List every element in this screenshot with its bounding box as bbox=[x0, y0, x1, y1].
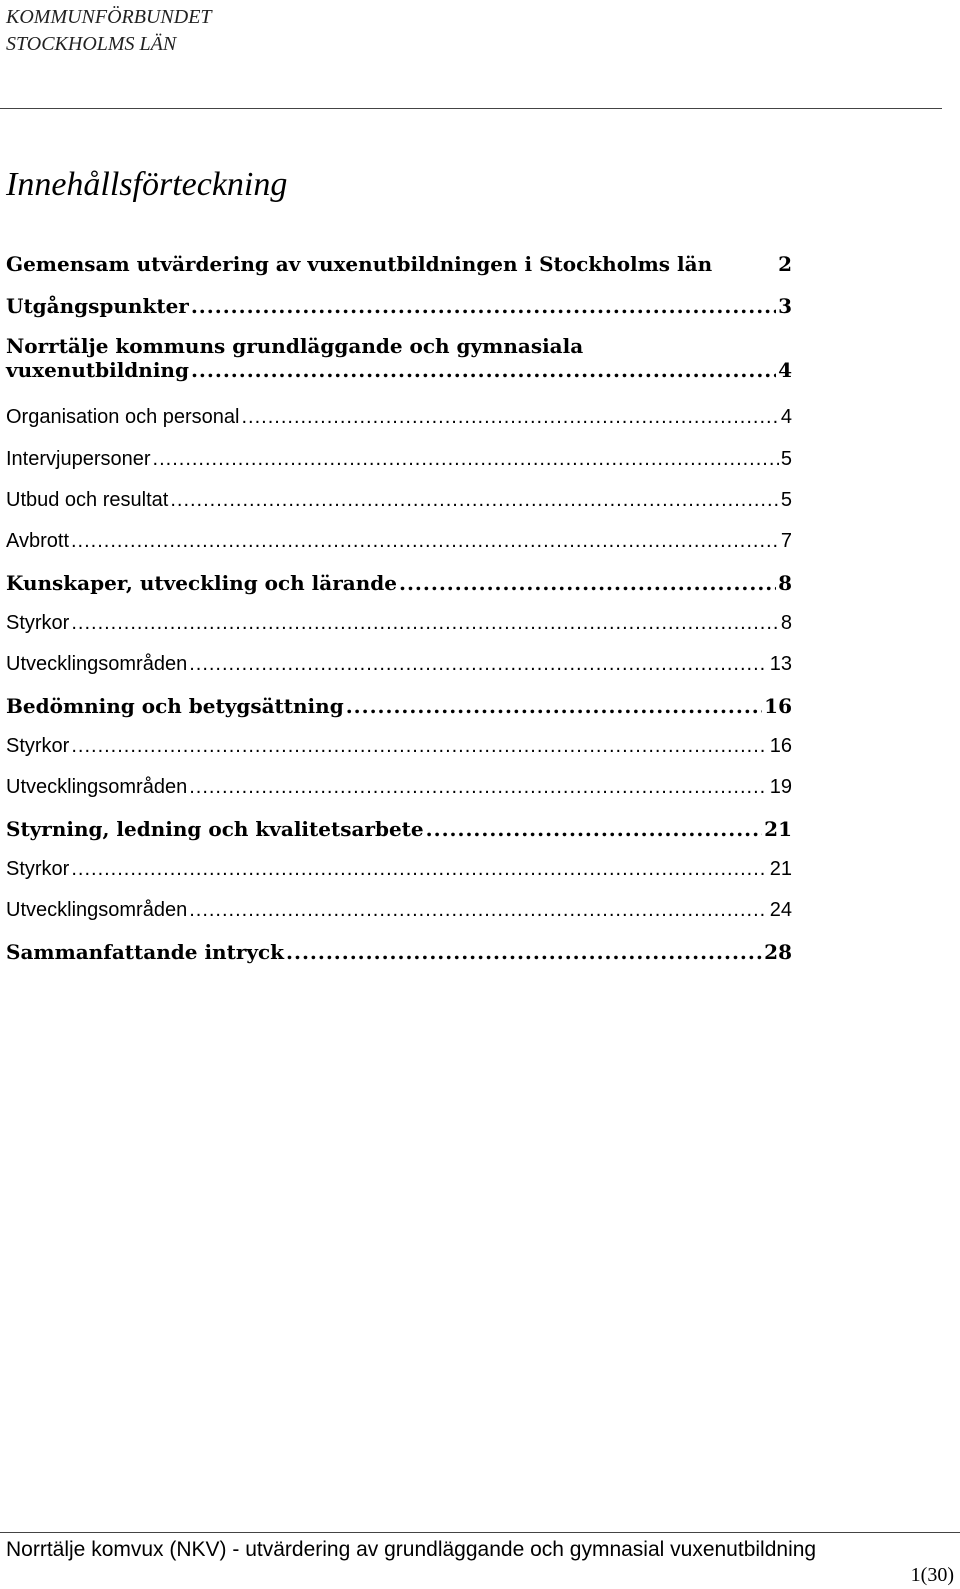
header-divider bbox=[0, 108, 942, 109]
toc-entry-page: 24 bbox=[769, 899, 792, 921]
toc-entry-page: 21 bbox=[764, 817, 792, 841]
toc-entry-title: Avbrott bbox=[6, 530, 69, 552]
toc-entry-page: 5 bbox=[780, 489, 792, 511]
toc-entry-title: Gemensam utvärdering av vuxenutbildningen i Stockholms län bbox=[6, 252, 713, 276]
toc-entry-title: Styrning, ledning och kvalitetsarbete bbox=[6, 817, 424, 841]
toc-entry[interactable] bbox=[6, 612, 792, 646]
toc-entry[interactable] bbox=[6, 735, 792, 769]
toc-entry-title: Bedömning och betygsättning bbox=[6, 694, 344, 718]
toc-entry-title: Utvecklingsområden bbox=[6, 776, 188, 798]
toc-entry-title: Intervjupersoner bbox=[6, 448, 151, 470]
footer-divider bbox=[0, 1532, 960, 1533]
toc-entry-title: Utvecklingsområden bbox=[6, 899, 188, 921]
toc-entry-title: Styrkor bbox=[6, 735, 70, 757]
toc-entry[interactable] bbox=[6, 334, 792, 398]
toc-entry[interactable] bbox=[6, 899, 792, 933]
toc-entry-leader bbox=[153, 448, 779, 471]
toc-entry-leader bbox=[189, 776, 768, 799]
toc-entry[interactable] bbox=[6, 406, 792, 440]
toc-entry[interactable] bbox=[6, 694, 792, 728]
toc-title: Innehållsförteckning bbox=[6, 166, 288, 203]
toc-entry-leader bbox=[71, 858, 767, 881]
toc-entry[interactable] bbox=[6, 571, 792, 605]
toc-entry-page: 21 bbox=[769, 858, 792, 880]
toc-entry-leader bbox=[170, 489, 779, 512]
toc-entry-leader bbox=[71, 735, 767, 758]
toc-entry[interactable] bbox=[6, 489, 792, 523]
page-number: 1(30) bbox=[910, 1564, 954, 1586]
header-org-line2: STOCKHOLMS LÄN bbox=[6, 33, 177, 55]
toc-entry-title: Styrkor bbox=[6, 612, 70, 634]
toc-entry-title: Utvecklingsområden bbox=[6, 653, 188, 675]
toc-entry-page: 5 bbox=[780, 448, 792, 470]
document-header bbox=[6, 4, 212, 58]
footer-text: Norrtälje komvux (NKV) - utvärdering av grundläggande och gymnasial vuxenutbildning bbox=[6, 1538, 817, 1561]
toc-entry-leader bbox=[241, 406, 778, 429]
toc-entry-page: 3 bbox=[778, 294, 792, 318]
toc-entry-title: Sammanfattande intryck bbox=[6, 940, 285, 964]
toc-entry-page: 8 bbox=[778, 571, 792, 595]
toc-entry-leader bbox=[399, 571, 776, 595]
toc-entry-page: 19 bbox=[769, 776, 792, 798]
toc-entry[interactable] bbox=[6, 252, 792, 286]
toc-entry[interactable] bbox=[6, 817, 792, 851]
toc-entry-page: 4 bbox=[780, 406, 792, 428]
toc-entry-page: 16 bbox=[764, 694, 792, 718]
toc-entry-title: Utbud och resultat bbox=[6, 489, 169, 511]
toc-entry-leader bbox=[286, 940, 762, 964]
toc-entry-title: Organisation och personal bbox=[6, 406, 240, 428]
toc-entry-leader bbox=[189, 653, 768, 676]
toc-entry[interactable] bbox=[6, 858, 792, 892]
toc-entry-page: 28 bbox=[764, 940, 792, 964]
toc-entry[interactable] bbox=[6, 653, 792, 687]
toc-entry-page: 2 bbox=[778, 252, 792, 276]
toc-entry-leader bbox=[191, 358, 776, 382]
toc-entry-title: Utgångspunkter bbox=[6, 294, 189, 318]
toc-entry-title-line1: Norrtälje kommuns grundläggande och gymnasiala bbox=[6, 334, 584, 358]
toc-entry-page: 16 bbox=[769, 735, 792, 757]
toc-entry-leader bbox=[346, 694, 762, 718]
toc-entry[interactable] bbox=[6, 530, 792, 564]
header-org-line1: KOMMUNFÖRBUNDET bbox=[6, 6, 212, 28]
toc-entry-leader bbox=[71, 530, 779, 553]
toc-entry-leader bbox=[71, 612, 779, 635]
toc-entry-title: Kunskaper, utveckling och lärande bbox=[6, 571, 397, 595]
toc-entry-title: vuxenutbildning bbox=[6, 358, 189, 382]
toc-entry-leader bbox=[426, 817, 763, 841]
toc-entry[interactable] bbox=[6, 448, 792, 482]
toc-entry[interactable] bbox=[6, 294, 792, 328]
toc-entry-page: 13 bbox=[769, 653, 792, 675]
toc-entry-leader bbox=[191, 294, 776, 318]
toc-entry-leader bbox=[189, 899, 768, 922]
toc-entry-page: 8 bbox=[780, 612, 792, 634]
toc-entry-page: 7 bbox=[780, 530, 792, 552]
toc-entry-page: 4 bbox=[778, 358, 792, 382]
toc-entry[interactable] bbox=[6, 940, 792, 974]
toc-entry-title: Styrkor bbox=[6, 858, 70, 880]
toc-entry[interactable] bbox=[6, 776, 792, 810]
